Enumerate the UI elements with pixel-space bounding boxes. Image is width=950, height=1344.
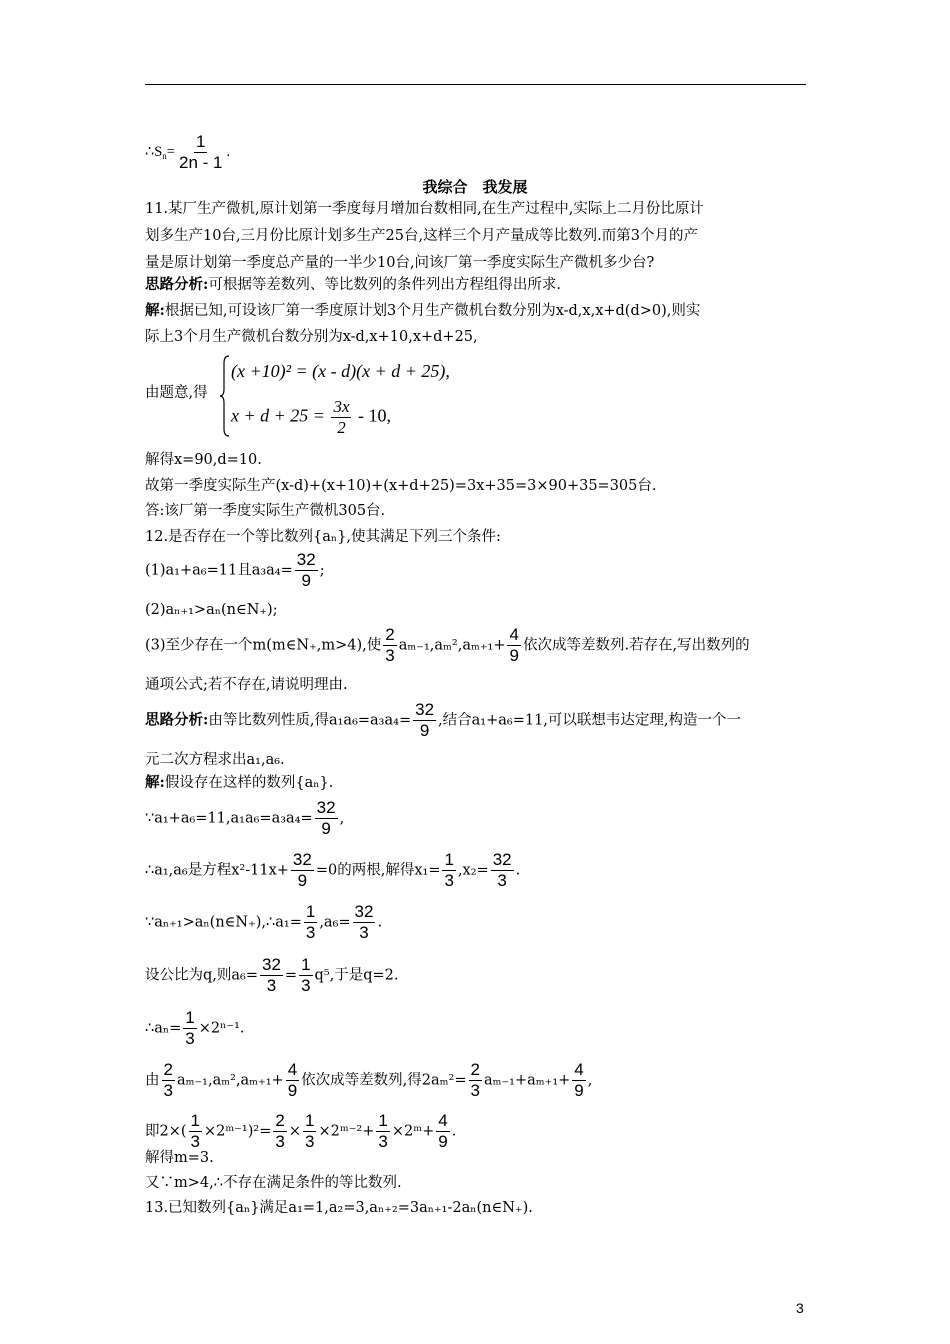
- denominator: 9: [287, 1081, 298, 1100]
- fraction: [177, 132, 224, 173]
- numerator: 1: [444, 850, 454, 869]
- denominator: 3: [378, 1132, 388, 1151]
- text: ∴S: [145, 143, 163, 160]
- text: 设公比为q,则a₆=: [145, 967, 258, 984]
- text: aₘ₋₁+aₘ₊₁+: [483, 1072, 571, 1089]
- text: aₘ₋₁,aₘ²,aₘ₊₁+: [176, 1072, 284, 1089]
- problem-12-condition-1: [145, 550, 325, 591]
- fraction: [183, 1008, 196, 1049]
- numerator: 32: [415, 700, 435, 719]
- numerator: 4: [574, 1060, 584, 1079]
- text: ∴a₁,a₆是方程x²-11x+: [145, 862, 289, 879]
- problem-12-step-5: [145, 955, 399, 996]
- problem-11-line-2: 划多生产10台,三月份比原计划多生产25台,这样三个月产量成等比数列.而第3个月的产: [145, 228, 698, 244]
- problem-12-analysis-cont: 元二次方程求出a₁,a₆.: [145, 752, 285, 768]
- denominator: 3: [470, 1081, 480, 1100]
- text: 由: [145, 1072, 160, 1089]
- text: .: [377, 914, 383, 931]
- problem-12-step-10: 又∵m>4,∴不存在满足条件的等比数列.: [145, 1175, 402, 1191]
- fraction: [507, 625, 520, 666]
- denominator: 3: [305, 1132, 315, 1151]
- text: 由等比数列性质,得a₁a₆=a₃a₄=: [208, 712, 412, 729]
- denominator: 9: [574, 1081, 584, 1100]
- text: .: [226, 143, 231, 160]
- text: ∴aₙ=: [145, 1020, 182, 1037]
- denominator: 3: [305, 923, 316, 942]
- denominator: 3: [266, 976, 277, 995]
- denominator: 9: [321, 819, 331, 838]
- problem-12-step-2: [145, 798, 344, 839]
- fraction: [189, 1111, 202, 1152]
- equation-2: [231, 397, 391, 438]
- denominator: 3: [497, 871, 507, 890]
- numerator: 1: [305, 902, 316, 921]
- text: 即2×(: [145, 1123, 187, 1140]
- text: x + d + 25 =: [231, 405, 325, 426]
- numerator: 1: [301, 955, 311, 974]
- text: 依次成等差数列.若存在,写出数列的: [522, 637, 750, 654]
- analysis-label: 思路分析:: [145, 711, 209, 729]
- numerator: 32: [492, 850, 512, 869]
- problem-11-result-1: 解得x=90,d=10.: [145, 452, 262, 468]
- text: ;: [319, 562, 325, 579]
- header-rule: [145, 84, 806, 85]
- fraction: [376, 1111, 389, 1152]
- fraction: [572, 1060, 585, 1101]
- denominator: 3: [385, 646, 395, 665]
- text: ,结合a₁+a₆=11,可以联想韦达定理,构造一个一: [438, 712, 742, 729]
- numerator: 32: [296, 550, 316, 569]
- numerator: 1: [378, 1111, 388, 1130]
- text: ×: [288, 1123, 301, 1140]
- numerator: 4: [509, 625, 519, 644]
- text: ×2ᵐ+: [391, 1123, 435, 1140]
- solution-label: 解:: [145, 302, 165, 319]
- system-label: 由题意,得: [145, 385, 208, 401]
- fraction: [469, 1060, 482, 1101]
- problem-12-solution-1: [145, 773, 333, 793]
- numerator: 2: [275, 1111, 285, 1130]
- fraction: [353, 902, 376, 943]
- solution-label: 解:: [145, 774, 165, 791]
- fraction: [383, 625, 396, 666]
- problem-12-step-9: 解得m=3.: [145, 1150, 214, 1166]
- problem-12-question: 12.是否存在一个等比数列{aₙ},使其满足下列三个条件:: [145, 529, 501, 545]
- fraction: [273, 1111, 286, 1152]
- page-number: 3: [796, 1300, 804, 1316]
- analysis-text: 可根据等差数列、等比数列的条件列出方程组得出所求.: [208, 277, 561, 293]
- problem-12-condition-3: [145, 625, 750, 666]
- text: .: [451, 1123, 457, 1140]
- text: ,x₂=: [457, 862, 489, 879]
- text: ×2ⁿ⁻¹.: [198, 1020, 245, 1037]
- sn-formula: [145, 132, 230, 173]
- problem-12-step-4: [145, 902, 382, 943]
- text: =0的两根,解得x₁=: [315, 862, 441, 879]
- problem-11-analysis: [145, 275, 561, 295]
- numerator: 2: [385, 625, 395, 644]
- denominator: 9: [509, 646, 519, 665]
- denominator: 3: [359, 923, 369, 942]
- fraction: [331, 397, 351, 438]
- denominator: 3: [190, 1132, 201, 1151]
- text: ,: [587, 1072, 593, 1089]
- text: ∵aₙ₊₁>aₙ(n∈N₊),∴a₁=: [145, 914, 302, 931]
- text: =: [284, 967, 298, 984]
- text: ,a₆=: [319, 914, 351, 931]
- fraction: [436, 1111, 449, 1152]
- numerator: 2: [163, 1060, 173, 1079]
- analysis-label: 思路分析:: [145, 276, 209, 293]
- equation-1: (x +10)² = (x - d)(x + d + 25),: [231, 361, 450, 381]
- problem-13-question: 13.已知数列{aₙ}满足a₁=1,a₂=3,aₙ₊₂=3aₙ₊₁-2aₙ(n∈N₊).: [145, 1200, 533, 1216]
- problem-11-line-1: 11.某厂生产微机,原计划第一季度每月增加台数相同,在生产过程中,实际上二月份比原计: [145, 201, 704, 217]
- fraction: [303, 1111, 316, 1152]
- denominator: 9: [301, 571, 311, 590]
- problem-12-condition-3-cont: 通项公式;若不存在,请说明理由.: [145, 677, 348, 693]
- numerator: 32: [292, 850, 312, 869]
- numerator: 3x: [333, 397, 350, 416]
- problem-11-solution-1: [145, 301, 700, 321]
- text: ×2ᵐ⁻¹)²=: [204, 1123, 272, 1140]
- problem-12-step-3: [145, 850, 520, 891]
- text: (3)至少存在一个m(m∈N₊,m>4),使: [145, 637, 382, 654]
- denominator: 9: [419, 721, 430, 740]
- numerator: 32: [262, 955, 281, 974]
- denominator: 3: [163, 1081, 173, 1100]
- fraction: [413, 700, 436, 741]
- fraction: [260, 955, 283, 996]
- problem-12-analysis: [145, 700, 741, 741]
- solution-text: 根据已知,可设该厂第一季度原计划3个月生产微机台数分别为x-d,x,x+d(d>0),则实: [164, 303, 701, 319]
- numerator: 32: [316, 798, 336, 817]
- denominator: 9: [438, 1132, 448, 1151]
- denominator: 3: [301, 976, 311, 995]
- numerator: 1: [190, 1111, 201, 1130]
- denominator: 3: [444, 871, 454, 890]
- problem-11-solution-2: 际上3个月生产微机台数分别为x-d,x+10,x+d+25,: [145, 329, 478, 345]
- solution-text: 假设存在这样的数列{aₙ}.: [164, 775, 334, 791]
- fraction: [442, 850, 455, 891]
- numerator: 4: [438, 1111, 448, 1130]
- numerator: 1: [305, 1111, 315, 1130]
- fraction: [315, 798, 338, 839]
- problem-11-result-2: 故第一季度实际生产(x-d)+(x+10)+(x+d+25)=3x+35=3×90+35=305台.: [145, 478, 657, 494]
- problem-12-step-8: [145, 1111, 456, 1152]
- denominator: 2: [337, 418, 346, 437]
- denominator: 3: [275, 1132, 285, 1151]
- text: ×2ᵐ⁻²+: [318, 1123, 375, 1140]
- text: aₘ₋₁,aₘ²,aₘ₊₁+: [398, 637, 506, 654]
- fraction: [295, 550, 318, 591]
- fraction: [299, 955, 312, 996]
- text: (1)a₁+a₆=11且a₃a₄=: [145, 562, 293, 579]
- problem-12-step-7: [145, 1060, 592, 1101]
- fraction: [304, 902, 317, 943]
- denominator: 3: [185, 1029, 195, 1048]
- numerator: 32: [354, 902, 374, 921]
- numerator: 1: [185, 1008, 195, 1027]
- section-title: 我综合 我发展: [422, 178, 528, 196]
- numerator: 1: [195, 132, 206, 151]
- left-brace: [220, 355, 230, 437]
- subscript: n: [162, 150, 167, 161]
- problem-11-line-3: 量是原计划第一季度总产量的一半少10台,问该厂第一季度实际生产微机多少台?: [145, 255, 655, 271]
- fraction: [491, 850, 514, 891]
- text: ,: [339, 810, 345, 827]
- problem-11-answer: 答:该厂第一季度实际生产微机305台.: [145, 503, 386, 519]
- problem-12-step-6: [145, 1008, 245, 1049]
- text: - 10,: [357, 405, 391, 426]
- denominator: 9: [297, 871, 308, 890]
- numerator: 4: [287, 1060, 298, 1079]
- problem-12-condition-2: (2)aₙ₊₁>aₙ(n∈N₊);: [145, 602, 278, 618]
- numerator: 2: [470, 1060, 480, 1079]
- denominator: 2n - 1: [178, 153, 223, 172]
- text: 依次成等差数列,得2aₘ²=: [301, 1072, 467, 1089]
- text: q⁵,于是q=2.: [314, 967, 399, 984]
- fraction: [286, 1060, 299, 1101]
- fraction: [162, 1060, 175, 1101]
- fraction: [291, 850, 314, 891]
- text: =: [166, 143, 175, 160]
- text: ∵a₁+a₆=11,a₁a₆=a₃a₄=: [145, 810, 313, 827]
- text: .: [515, 862, 521, 879]
